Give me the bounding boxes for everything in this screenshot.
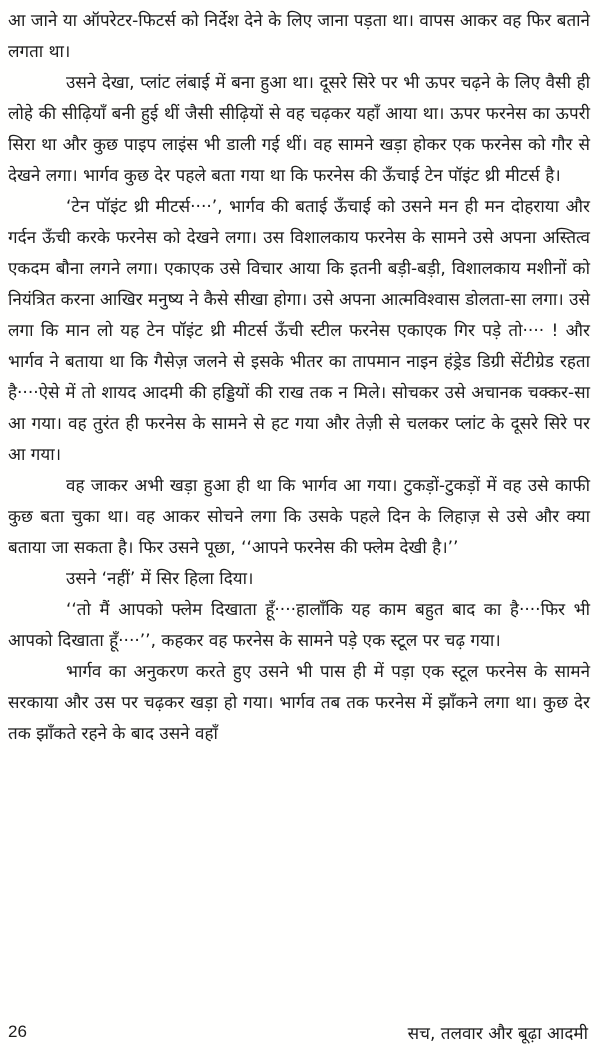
paragraph-5: उसने ‘नहीं’ में सिर हिला दिया।: [66, 569, 254, 589]
page-footer: [8, 1018, 588, 1046]
paragraph-6: ‘‘तो मैं आपको फ्लेम दिखाता हूँ····हालाँकि यह काम बहुत बाद का है····फिर भी आपको दिखाता हूँ····’’, कहकर वह फरनेस के सामने पड़े एक स्टूल पर चढ़ गया।: [8, 600, 590, 651]
paragraph-3: ‘टेन पॉइंट थ्री मीटर्स····’, भार्गव की बताई ऊँचाई को उसने मन ही मन दोहराया और गर्दन ऊँची करके फरनेस को देखने लगा। उस विशालकाय फरनेस के सामने उसे अपना अस्तित्व एकदम बौना लगने लगा। एकाएक उसे विचार आया कि इतनी बड़ी-बड़ी, विशालकाय मशीनों को नियंत्रित करना आखिर मनुष्य ने कैसे सीखा होगा। उसे अपना आत्मविश्वास डोलता-सा लगा। उसे लगा कि मान लो यह टेन पॉइंट थ्री मीटर्स ऊँची स्टील फरनेस एकाएक गिर पड़े तो···· ! और भार्गव ने बताया था कि गैसेज़ जलने से इसके भीतर का तापमान नाइन हंड्रेड डिग्री सेंटीग्रेड रहता है····ऐसे में तो शायद आदमी की हड्डियों की राख तक न मिले। सोचकर उसे अचानक चक्कर-सा आ गया। वह तुरंत ही फरनेस के सामने से हट गया और तेज़ी से चलकर प्लांट के दूसरे सिरे पर आ गया।: [8, 197, 590, 465]
paragraph-7: भार्गव का अनुकरण करते हुए उसने भी पास ही में पड़ा एक स्टूल फरनेस के सामने सरकाया और उस पर चढ़कर खड़ा हो गया। भार्गव तब तक फरनेस में झाँकने लगा था। कुछ देर तक झाँकते रहने के बाद उसने वहाँ: [8, 662, 590, 744]
paragraph-4: वह जाकर अभी खड़ा हुआ ही था कि भार्गव आ गया। टुकड़ों-टुकड़ों में वह उसे काफी कुछ बता चुका था। वह आकर सोचने लगा कि उसके पहले दिन के लिहाज़ से उसे और क्या बताया जा सकता है। फिर उसने पूछा, ‘‘आपने फरनेस की फ्लेम देखी है।’’: [8, 476, 590, 558]
page-number: 26: [8, 1022, 27, 1041]
book-title: सच, तलवार और बूढ़ा आदमी: [407, 1023, 588, 1044]
paragraph-1: आ जाने या ऑपरेटर-फिटर्स को निर्देश देने के लिए जाना पड़ता था। वापस आकर वह फिर बताने लगता था।: [8, 11, 590, 62]
paragraph-2: उसने देखा, प्लांट लंबाई में बना हुआ था। दूसरे सिरे पर भी ऊपर चढ़ने के लिए वैसी ही लोहे की सीढ़ियाँ बनी हुई थीं जैसी सीढ़ियों से वह चढ़कर यहाँ आया था। ऊपर फरनेस का ऊपरी सिरा था और कुछ पाइप लाइंस भी डाली गई थीं। वह सामने खड़ा होकर एक फरनेस को गौर से देखने लगा। भार्गव कुछ देर पहले बता गया था कि फरनेस की ऊँचाई टेन पॉइंट थ्री मीटर्स है।: [8, 73, 590, 186]
page-body: [8, 6, 590, 750]
